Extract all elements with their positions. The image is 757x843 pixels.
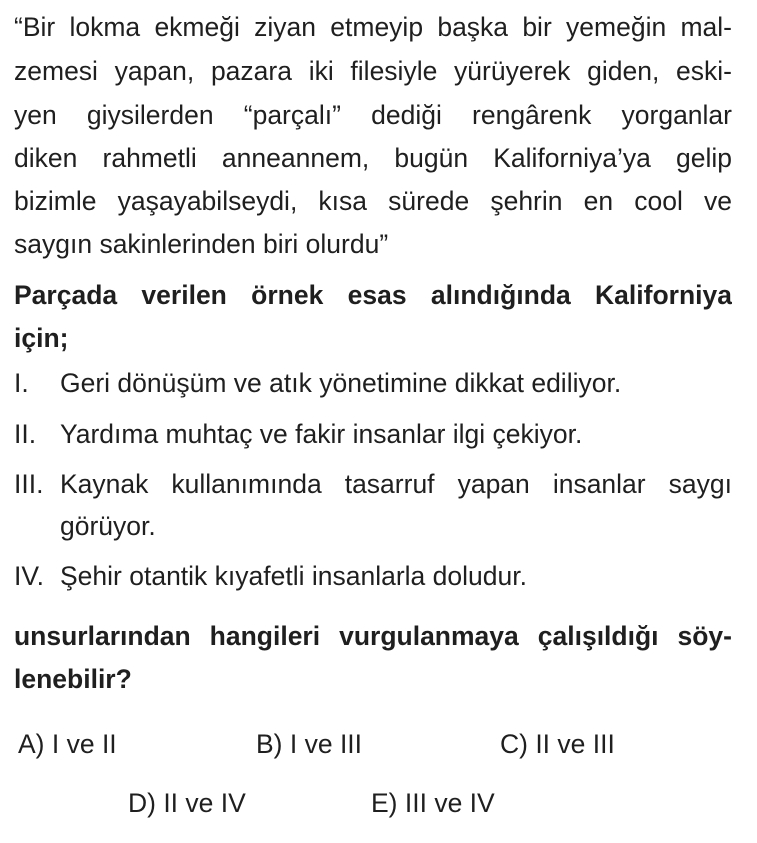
question-prompt-line: lenebilir? — [14, 664, 132, 694]
statement-numeral: IV. — [14, 561, 44, 591]
option-d[interactable]: D) II ve IV — [128, 788, 246, 818]
statement-text: Geri dönüşüm ve atık yönetimine dikkat ediliyor. — [60, 368, 622, 398]
statement-numeral: II. — [14, 419, 37, 449]
statement-text-continued: görüyor. — [60, 511, 156, 541]
statement-text: Yardıma muhtaç ve fakir insanlar ilgi çekiyor. — [60, 419, 583, 449]
question-stem-line: için; — [14, 323, 69, 353]
statement-numeral: III. — [14, 469, 44, 499]
question-prompt-line: unsurlarından hangileri vurgulanmaya çalışıldığı söy- — [14, 621, 732, 651]
statement-text: Kaynak kullanımında tasarruf yapan insanlar saygı — [60, 469, 732, 499]
option-e[interactable]: E) III ve IV — [371, 788, 495, 818]
option-a[interactable]: A) I ve II — [18, 729, 117, 759]
statement-numeral: I. — [14, 368, 29, 398]
passage-line: yen giysilerden “parçalı” dediği rengârenk yorganlar — [14, 100, 732, 130]
statement-text: Şehir otantik kıyafetli insanlarla doludur. — [60, 561, 527, 591]
passage-line: zemesi yapan, pazara iki filesiyle yürüyerek giden, eski- — [14, 56, 732, 86]
option-b[interactable]: B) I ve III — [256, 729, 363, 759]
question-stem-line: Parçada verilen örnek esas alındığında Kaliforniya — [14, 280, 732, 310]
passage-line: saygın sakinlerinden biri olurdu” — [14, 229, 389, 259]
passage-line: “Bir lokma ekmeği ziyan etmeyip başka bir yemeğin mal- — [14, 12, 732, 42]
passage-line: bizimle yaşayabilseydi, kısa sürede şehrin en cool ve — [14, 186, 732, 216]
passage-line: diken rahmetli anneannem, bugün Kaliforniya’ya gelip — [14, 143, 732, 173]
option-c[interactable]: C) II ve III — [500, 729, 615, 759]
